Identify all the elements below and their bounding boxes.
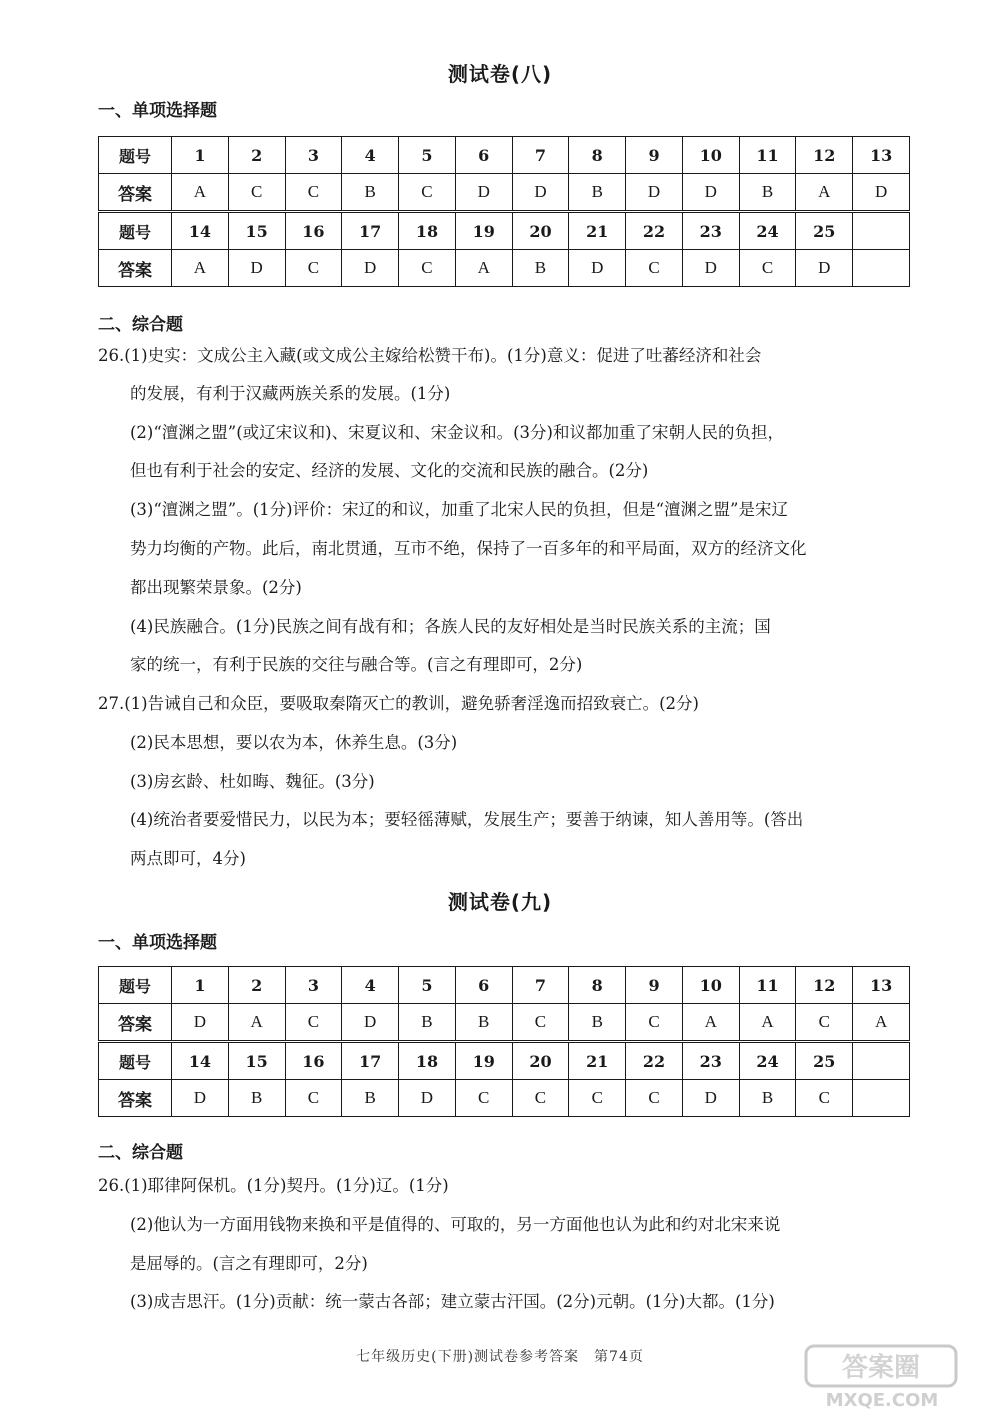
question-number: 20: [512, 212, 569, 250]
question-number: 4: [342, 967, 399, 1004]
row-header-ans: 答案: [99, 250, 172, 287]
question-number: 14: [172, 1042, 229, 1080]
test9-title: 测试卷(九): [447, 890, 553, 914]
question-number: 15: [228, 212, 285, 250]
answer-line: 的发展，有利于汉藏两族关系的发展。(1分): [130, 384, 451, 403]
question-number: 9: [626, 967, 683, 1004]
answer-cell: C: [399, 250, 456, 287]
question-number: 18: [399, 212, 456, 250]
answer-cell: C: [626, 250, 683, 287]
answer-cell: B: [739, 1080, 796, 1117]
answer-cell: C: [626, 1004, 683, 1042]
question-number: 13: [853, 967, 910, 1004]
answer-cell: C: [285, 1004, 342, 1042]
answer-cell: B: [512, 250, 569, 287]
question-number: 1: [172, 967, 229, 1004]
answer-cell: D: [399, 1080, 456, 1117]
table-row: [99, 1004, 910, 1042]
test9-answer-table: [98, 966, 910, 1117]
test9-section-single-choice: 一、单项选择题: [98, 933, 217, 953]
answer-cell: A: [172, 174, 229, 212]
answer-cell: C: [569, 1080, 626, 1117]
answer-line: 26.(1)耶律阿保机。(1分)契丹。(1分)辽。(1分): [98, 1176, 449, 1195]
question-number: 2: [228, 137, 285, 174]
question-number: [853, 1042, 910, 1080]
answer-cell: B: [342, 174, 399, 212]
page-footer: 七年级历史(下册)测试卷参考答案 第74页: [356, 1349, 644, 1365]
answer-line: (4)民族融合。(1分)民族之间有战有和；各族人民的友好相处是当时民族关系的主流；国: [130, 617, 771, 636]
answer-line: 是屈辱的。(言之有理即可，2分): [130, 1254, 368, 1273]
answer-line: 26.(1)史实：文成公主入藏(或文成公主嫁给松赞干布)。(1分)意义：促进了吐蕃经济和社会: [98, 346, 762, 365]
test8-answer-table: [98, 136, 910, 287]
answer-cell: C: [796, 1080, 853, 1117]
question-number: 9: [626, 137, 683, 174]
answer-cell: C: [285, 1080, 342, 1117]
row-header-num: 题号: [99, 137, 172, 174]
question-number: 17: [342, 212, 399, 250]
table-row: [99, 1080, 910, 1117]
question-number: 6: [455, 137, 512, 174]
question-number: 6: [455, 967, 512, 1004]
table-row: [99, 967, 910, 1004]
answer-line: 两点即可，4分): [130, 849, 246, 868]
answer-cell: B: [569, 1004, 626, 1042]
question-number: 20: [512, 1042, 569, 1080]
question-number: 11: [739, 137, 796, 174]
row-header-ans: 答案: [99, 174, 172, 212]
answer-line: (2)他认为一方面用钱物来换和平是值得的、可取的，另一方面他也认为此和约对北宋来说: [130, 1215, 781, 1234]
test8-section-comprehensive: 二、综合题: [98, 315, 183, 335]
question-number: 2: [228, 967, 285, 1004]
question-number: 21: [569, 212, 626, 250]
question-number: 18: [399, 1042, 456, 1080]
question-number: 13: [853, 137, 910, 174]
answer-cell: D: [682, 174, 739, 212]
answer-cell: D: [569, 250, 626, 287]
answer-line: 27.(1)告诫自己和众臣，要吸取秦隋灭亡的教训，避免骄奢淫逸而招致衰亡。(2分): [98, 694, 699, 713]
question-number: 24: [739, 1042, 796, 1080]
answer-cell: A: [739, 1004, 796, 1042]
answer-cell: D: [853, 174, 910, 212]
question-number: 16: [285, 1042, 342, 1080]
answer-cell: D: [172, 1080, 229, 1117]
answer-cell: B: [342, 1080, 399, 1117]
test8-title: 测试卷(八): [447, 62, 553, 86]
answer-line: (2)民本思想，要以农为本，休养生息。(3分): [130, 733, 458, 752]
question-number: 10: [682, 137, 739, 174]
answer-cell: D: [796, 250, 853, 287]
question-number: 15: [228, 1042, 285, 1080]
question-number: 12: [796, 967, 853, 1004]
answer-cell: C: [796, 1004, 853, 1042]
question-number: 5: [399, 967, 456, 1004]
answer-cell: A: [796, 174, 853, 212]
answer-cell: D: [228, 250, 285, 287]
answer-cell: C: [512, 1080, 569, 1117]
answer-cell: D: [682, 1080, 739, 1117]
question-number: 19: [455, 1042, 512, 1080]
question-number: 24: [739, 212, 796, 250]
row-header-ans: 答案: [99, 1004, 172, 1042]
question-number: 23: [682, 212, 739, 250]
question-number: 4: [342, 137, 399, 174]
table-row: [99, 174, 910, 212]
answer-cell: B: [228, 1080, 285, 1117]
answer-cell: A: [853, 1004, 910, 1042]
question-number: 8: [569, 967, 626, 1004]
answer-cell: D: [342, 250, 399, 287]
question-number: 10: [682, 967, 739, 1004]
question-number: 8: [569, 137, 626, 174]
answer-cell: B: [739, 174, 796, 212]
question-number: 7: [512, 967, 569, 1004]
table-row: [99, 212, 910, 250]
question-number: 21: [569, 1042, 626, 1080]
answer-line: 家的统一，有利于民族的交往与融合等。(言之有理即可，2分): [130, 655, 583, 674]
row-header-num: 题号: [99, 967, 172, 1004]
test9-section-comprehensive: 二、综合题: [98, 1143, 183, 1163]
watermark-logo: [792, 1340, 972, 1412]
question-number: [853, 212, 910, 250]
question-number: 16: [285, 212, 342, 250]
table-row: [99, 1042, 910, 1080]
question-number: 14: [172, 212, 229, 250]
watermark-url: MXQE.COM: [825, 1390, 939, 1411]
answer-cell: A: [172, 250, 229, 287]
answer-line: 都出现繁荣景象。(2分): [130, 578, 302, 597]
answer-cell: D: [455, 174, 512, 212]
question-number: 12: [796, 137, 853, 174]
answer-line: (3)成吉思汗。(1分)贡献：统一蒙古各部；建立蒙古汗国。(2分)元朝。(1分)大都。(1分): [130, 1292, 775, 1311]
answer-cell: C: [399, 174, 456, 212]
answer-cell: A: [228, 1004, 285, 1042]
answer-cell: C: [285, 250, 342, 287]
answer-cell: C: [739, 250, 796, 287]
row-header-num: 题号: [99, 212, 172, 250]
answer-cell: D: [682, 250, 739, 287]
answer-cell: C: [285, 174, 342, 212]
answer-cell: D: [342, 1004, 399, 1042]
row-header-ans: 答案: [99, 1080, 172, 1117]
question-number: 22: [626, 212, 683, 250]
row-header-num: 题号: [99, 1042, 172, 1080]
answer-line: (3)“澶渊之盟”。(1分)评价：宋辽的和议，加重了北宋人民的负担，但是“澶渊之盟”是宋辽: [130, 500, 788, 519]
watermark-logo-icon: [792, 1340, 972, 1412]
answer-cell: B: [569, 174, 626, 212]
answer-line: (3)房玄龄、杜如晦、魏征。(3分): [130, 772, 375, 791]
answer-cell: C: [626, 1080, 683, 1117]
answer-cell: A: [455, 250, 512, 287]
question-number: 3: [285, 967, 342, 1004]
answer-line: 势力均衡的产物。此后，南北贯通，互市不绝，保持了一百多年的和平局面，双方的经济文化: [130, 539, 807, 558]
answer-cell: C: [512, 1004, 569, 1042]
question-number: 7: [512, 137, 569, 174]
answer-line: (4)统治者要爱惜民力，以民为本；要轻徭薄赋，发展生产；要善于纳谏，知人善用等。(答出: [130, 810, 804, 829]
answer-cell: D: [626, 174, 683, 212]
answer-cell: A: [682, 1004, 739, 1042]
answer-line: (2)“澶渊之盟”(或辽宋议和)、宋夏议和、宋金议和。(3分)和议都加重了宋朝人民的负担，: [130, 423, 784, 442]
question-number: 25: [796, 1042, 853, 1080]
table-row: [99, 250, 910, 287]
answer-cell: B: [399, 1004, 456, 1042]
answer-cell: [853, 1080, 910, 1117]
question-number: 19: [455, 212, 512, 250]
question-number: 23: [682, 1042, 739, 1080]
answer-cell: [853, 250, 910, 287]
answer-line: 但也有利于社会的安定、经济的发展、文化的交流和民族的融合。(2分): [130, 461, 649, 480]
answer-cell: C: [228, 174, 285, 212]
watermark-logo-text: 答案圈: [841, 1353, 921, 1383]
question-number: 17: [342, 1042, 399, 1080]
question-number: 3: [285, 137, 342, 174]
answer-cell: D: [172, 1004, 229, 1042]
answer-cell: B: [455, 1004, 512, 1042]
question-number: 22: [626, 1042, 683, 1080]
question-number: 5: [399, 137, 456, 174]
answer-cell: C: [455, 1080, 512, 1117]
question-number: 25: [796, 212, 853, 250]
question-number: 1: [172, 137, 229, 174]
answer-cell: D: [512, 174, 569, 212]
table-row: [99, 137, 910, 174]
question-number: 11: [739, 967, 796, 1004]
test8-section-single-choice: 一、单项选择题: [98, 101, 217, 121]
